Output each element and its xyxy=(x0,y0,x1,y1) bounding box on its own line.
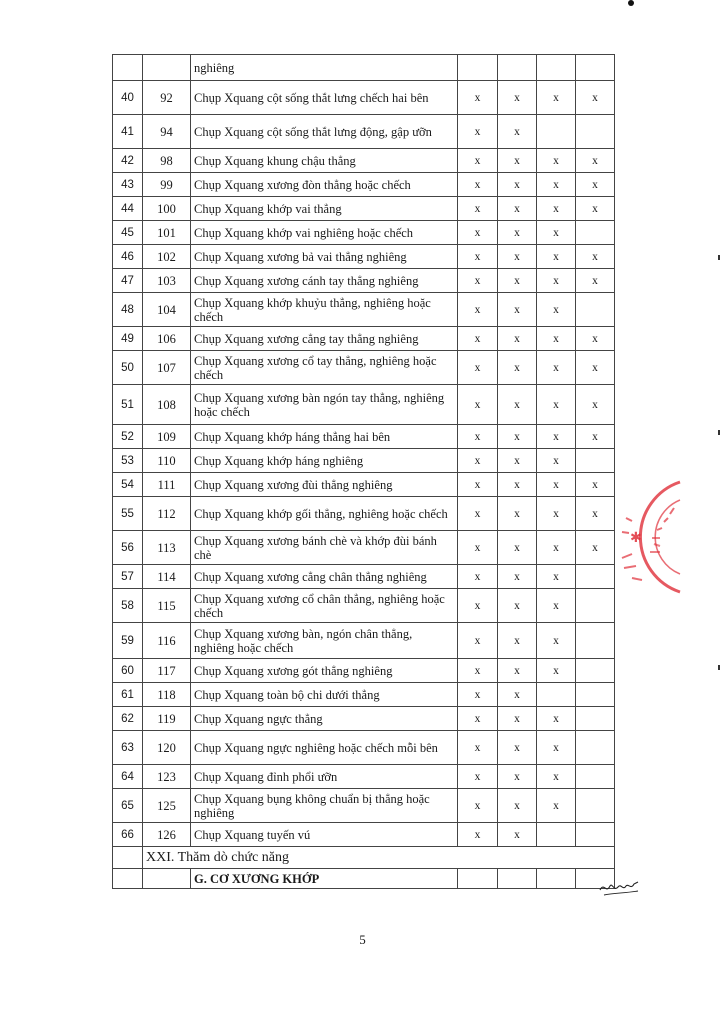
code-cell: 108 xyxy=(143,385,191,425)
stt-cell: 42 xyxy=(113,149,143,173)
mark-d-cell: x xyxy=(576,497,615,531)
table-row xyxy=(113,327,615,351)
mark-c-cell: x xyxy=(537,173,576,197)
mark-c-cell: x xyxy=(537,659,576,683)
subsection-heading: G. CƠ XƯƠNG KHỚP xyxy=(191,869,458,889)
mark-a-cell: x xyxy=(458,351,498,385)
stt-cell: 54 xyxy=(113,473,143,497)
mark-d-cell xyxy=(576,789,615,823)
mark-d-cell: x xyxy=(576,269,615,293)
code-cell: 109 xyxy=(143,425,191,449)
stt-cell xyxy=(113,55,143,81)
mark-b-cell: x xyxy=(498,327,537,351)
mark-a-cell: x xyxy=(458,269,498,293)
page-number: 5 xyxy=(359,932,366,947)
mark-d-cell xyxy=(576,731,615,765)
mark-a-cell: x xyxy=(458,497,498,531)
code-cell: 119 xyxy=(143,707,191,731)
handwritten-initials xyxy=(598,878,642,898)
stt-cell: 40 xyxy=(113,81,143,115)
mark-a-cell: x xyxy=(458,473,498,497)
code-cell: 118 xyxy=(143,683,191,707)
code-cell: 110 xyxy=(143,449,191,473)
code-cell: 106 xyxy=(143,327,191,351)
mark-d-cell: x xyxy=(576,327,615,351)
table-row xyxy=(113,731,615,765)
mark-a-cell: x xyxy=(458,531,498,565)
margin-mark xyxy=(718,255,720,260)
table-row xyxy=(113,497,615,531)
mark-c-cell: x xyxy=(537,623,576,659)
mark-b-cell: x xyxy=(498,789,537,823)
table-row xyxy=(113,589,615,623)
mark-a-cell: x xyxy=(458,385,498,425)
table-row xyxy=(113,449,615,473)
mark-b-cell: x xyxy=(498,823,537,847)
section-heading: XXI. Thăm dò chức năng xyxy=(143,847,615,869)
code-cell: 113 xyxy=(143,531,191,565)
mark-a-cell: x xyxy=(458,707,498,731)
code-cell: 98 xyxy=(143,149,191,173)
table-row xyxy=(113,659,615,683)
service-name-cell: Chụp Xquang xương cẳng tay thẳng nghiêng xyxy=(191,327,458,351)
mark-b-cell: x xyxy=(498,707,537,731)
mark-a-cell: x xyxy=(458,789,498,823)
mark-a-cell: x xyxy=(458,221,498,245)
mark-c-cell: x xyxy=(537,497,576,531)
code-cell: 117 xyxy=(143,659,191,683)
service-name-cell: Chụp Xquang tuyến vú xyxy=(191,823,458,847)
services-table xyxy=(112,54,615,889)
mark-d-cell: x xyxy=(576,351,615,385)
code-cell xyxy=(143,869,191,889)
service-name-cell: Chụp Xquang khớp vai nghiêng hoặc chếch xyxy=(191,221,458,245)
service-name-cell: Chụp Xquang khớp khuỷu thẳng, nghiêng hoặc chếch xyxy=(191,293,458,327)
stt-cell xyxy=(113,869,143,889)
table-row xyxy=(113,473,615,497)
stt-cell: 60 xyxy=(113,659,143,683)
mark-d-cell: x xyxy=(576,149,615,173)
mark-b-cell: x xyxy=(498,765,537,789)
stt-cell: 56 xyxy=(113,531,143,565)
stt-cell: 52 xyxy=(113,425,143,449)
code-cell: 101 xyxy=(143,221,191,245)
mark-b-cell: x xyxy=(498,115,537,149)
subsection-row xyxy=(113,869,615,889)
mark-cell xyxy=(576,55,615,81)
svg-text:✱: ✱ xyxy=(630,530,642,546)
mark-d-cell xyxy=(576,293,615,327)
table-row xyxy=(113,385,615,425)
stt-cell: 53 xyxy=(113,449,143,473)
stt-cell: 43 xyxy=(113,173,143,197)
mark-b-cell: x xyxy=(498,149,537,173)
mark-b-cell: x xyxy=(498,731,537,765)
service-name-cell: Chụp Xquang ngực nghiêng hoặc chếch mỗi bên xyxy=(191,731,458,765)
mark-a-cell: x xyxy=(458,425,498,449)
mark-a-cell: x xyxy=(458,589,498,623)
stt-cell: 58 xyxy=(113,589,143,623)
mark-a-cell: x xyxy=(458,823,498,847)
stt-cell: 65 xyxy=(113,789,143,823)
table-row xyxy=(113,197,615,221)
mark-a-cell: x xyxy=(458,731,498,765)
mark-c-cell: x xyxy=(537,293,576,327)
mark-b-cell: x xyxy=(498,385,537,425)
mark-b-cell: x xyxy=(498,197,537,221)
service-name-cell: Chụp Xquang bụng không chuẩn bị thẳng hoặc nghiêng xyxy=(191,789,458,823)
stt-cell: 62 xyxy=(113,707,143,731)
mark-a-cell: x xyxy=(458,327,498,351)
scan-speck xyxy=(628,0,634,6)
service-name-cell: Chụp Xquang xương bàn ngón tay thẳng, nghiêng hoặc chếch xyxy=(191,385,458,425)
mark-a-cell: x xyxy=(458,173,498,197)
code-cell: 99 xyxy=(143,173,191,197)
stt-cell: 57 xyxy=(113,565,143,589)
mark-b-cell: x xyxy=(498,683,537,707)
mark-b-cell: x xyxy=(498,269,537,293)
mark-a-cell: x xyxy=(458,683,498,707)
mark-d-cell: x xyxy=(576,173,615,197)
code-cell: 92 xyxy=(143,81,191,115)
mark-d-cell xyxy=(576,623,615,659)
mark-cell xyxy=(537,869,576,889)
service-name-cell: Chụp Xquang xương đòn thẳng hoặc chếch xyxy=(191,173,458,197)
service-name-cell: Chụp Xquang khớp gối thẳng, nghiêng hoặc chếch xyxy=(191,497,458,531)
mark-d-cell xyxy=(576,765,615,789)
mark-c-cell: x xyxy=(537,81,576,115)
code-cell: 111 xyxy=(143,473,191,497)
mark-cell xyxy=(458,55,498,81)
mark-d-cell: x xyxy=(576,197,615,221)
mark-c-cell: x xyxy=(537,385,576,425)
service-name-cell: Chụp Xquang khớp háng thẳng hai bên xyxy=(191,425,458,449)
mark-d-cell: x xyxy=(576,385,615,425)
mark-b-cell: x xyxy=(498,293,537,327)
table-row xyxy=(113,765,615,789)
mark-a-cell: x xyxy=(458,197,498,221)
table-row xyxy=(113,531,615,565)
mark-b-cell: x xyxy=(498,425,537,449)
stt-cell: 63 xyxy=(113,731,143,765)
table-row xyxy=(113,115,615,149)
mark-cell xyxy=(498,55,537,81)
code-cell: 104 xyxy=(143,293,191,327)
table-row xyxy=(113,823,615,847)
table-row xyxy=(113,293,615,327)
table-row xyxy=(113,425,615,449)
service-name-cell: Chụp Xquang ngực thẳng xyxy=(191,707,458,731)
code-cell: 125 xyxy=(143,789,191,823)
code-cell: 112 xyxy=(143,497,191,531)
stt-cell: 51 xyxy=(113,385,143,425)
mark-b-cell: x xyxy=(498,659,537,683)
mark-c-cell: x xyxy=(537,327,576,351)
table-row xyxy=(113,81,615,115)
code-cell: 116 xyxy=(143,623,191,659)
stt-cell: 46 xyxy=(113,245,143,269)
mark-c-cell: x xyxy=(537,245,576,269)
mark-a-cell: x xyxy=(458,449,498,473)
mark-d-cell xyxy=(576,823,615,847)
margin-mark xyxy=(718,665,720,670)
mark-d-cell xyxy=(576,589,615,623)
stt-cell: 44 xyxy=(113,197,143,221)
mark-d-cell xyxy=(576,449,615,473)
mark-cell xyxy=(458,869,498,889)
mark-c-cell: x xyxy=(537,197,576,221)
mark-d-cell xyxy=(576,565,615,589)
mark-c-cell: x xyxy=(537,425,576,449)
code-cell: 114 xyxy=(143,565,191,589)
stt-cell: 45 xyxy=(113,221,143,245)
stt-cell: 47 xyxy=(113,269,143,293)
table-row xyxy=(113,173,615,197)
service-name-cell: Chụp Xquang xương cẳng chân thẳng nghiêng xyxy=(191,565,458,589)
mark-a-cell: x xyxy=(458,765,498,789)
table-row xyxy=(113,789,615,823)
table-row xyxy=(113,269,615,293)
code-cell: 100 xyxy=(143,197,191,221)
mark-c-cell: x xyxy=(537,589,576,623)
code-cell: 126 xyxy=(143,823,191,847)
service-name-cell: Chụp Xquang cột sống thắt lưng chếch hai bên xyxy=(191,81,458,115)
margin-mark xyxy=(718,430,720,435)
mark-b-cell: x xyxy=(498,449,537,473)
service-name-cell: Chụp Xquang khớp háng nghiêng xyxy=(191,449,458,473)
mark-a-cell: x xyxy=(458,293,498,327)
stt-cell: 49 xyxy=(113,327,143,351)
mark-c-cell: x xyxy=(537,221,576,245)
mark-c-cell: x xyxy=(537,149,576,173)
mark-b-cell: x xyxy=(498,81,537,115)
mark-a-cell: x xyxy=(458,565,498,589)
mark-c-cell: x xyxy=(537,531,576,565)
mark-d-cell xyxy=(576,221,615,245)
service-name-cell: nghiêng xyxy=(191,55,458,81)
service-name-cell: Chụp Xquang xương bả vai thẳng nghiêng xyxy=(191,245,458,269)
mark-c-cell: x xyxy=(537,449,576,473)
code-cell: 102 xyxy=(143,245,191,269)
stt-cell xyxy=(113,847,143,869)
mark-a-cell: x xyxy=(458,149,498,173)
table-row xyxy=(113,623,615,659)
code-cell: 94 xyxy=(143,115,191,149)
stt-cell: 48 xyxy=(113,293,143,327)
mark-c-cell: x xyxy=(537,765,576,789)
stt-cell: 66 xyxy=(113,823,143,847)
code-cell: 123 xyxy=(143,765,191,789)
continuation-row xyxy=(113,55,615,81)
stt-cell: 59 xyxy=(113,623,143,659)
mark-c-cell: x xyxy=(537,269,576,293)
table-row xyxy=(113,707,615,731)
mark-c-cell: x xyxy=(537,351,576,385)
table-body xyxy=(113,55,615,889)
mark-c-cell: x xyxy=(537,473,576,497)
mark-b-cell: x xyxy=(498,173,537,197)
mark-c-cell: x xyxy=(537,565,576,589)
service-name-cell: Chụp Xquang xương cánh tay thẳng nghiêng xyxy=(191,269,458,293)
code-cell: 115 xyxy=(143,589,191,623)
mark-a-cell: x xyxy=(458,115,498,149)
service-name-cell: Chụp Xquang toàn bộ chi dưới thẳng xyxy=(191,683,458,707)
service-name-cell: Chụp Xquang đỉnh phổi ưỡn xyxy=(191,765,458,789)
section-row xyxy=(113,847,615,869)
mark-a-cell: x xyxy=(458,245,498,269)
mark-cell xyxy=(498,869,537,889)
stt-cell: 64 xyxy=(113,765,143,789)
stt-cell: 41 xyxy=(113,115,143,149)
mark-d-cell: x xyxy=(576,425,615,449)
service-name-cell: Chụp Xquang xương bàn, ngón chân thẳng, nghiêng hoặc chếch xyxy=(191,623,458,659)
mark-a-cell: x xyxy=(458,659,498,683)
mark-b-cell: x xyxy=(498,531,537,565)
mark-c-cell: x xyxy=(537,789,576,823)
mark-c-cell xyxy=(537,683,576,707)
mark-d-cell xyxy=(576,707,615,731)
table-row xyxy=(113,245,615,269)
mark-b-cell: x xyxy=(498,351,537,385)
mark-a-cell: x xyxy=(458,623,498,659)
service-name-cell: Chụp Xquang khớp vai thẳng xyxy=(191,197,458,221)
mark-b-cell: x xyxy=(498,245,537,269)
stt-cell: 61 xyxy=(113,683,143,707)
mark-d-cell: x xyxy=(576,245,615,269)
code-cell: 103 xyxy=(143,269,191,293)
service-name-cell: Chụp Xquang xương cổ tay thẳng, nghiêng hoặc chếch xyxy=(191,351,458,385)
service-name-cell: Chụp Xquang khung chậu thẳng xyxy=(191,149,458,173)
code-cell xyxy=(143,55,191,81)
mark-c-cell: x xyxy=(537,707,576,731)
mark-d-cell: x xyxy=(576,473,615,497)
mark-b-cell: x xyxy=(498,221,537,245)
code-cell: 107 xyxy=(143,351,191,385)
stt-cell: 50 xyxy=(113,351,143,385)
mark-b-cell: x xyxy=(498,589,537,623)
table-row xyxy=(113,149,615,173)
mark-d-cell: x xyxy=(576,531,615,565)
service-name-cell: Chụp Xquang cột sống thắt lưng động, gập ưỡn xyxy=(191,115,458,149)
service-name-cell: Chụp Xquang xương bánh chè và khớp đùi bánh chè xyxy=(191,531,458,565)
mark-d-cell xyxy=(576,115,615,149)
service-name-cell: Chụp Xquang xương gót thẳng nghiêng xyxy=(191,659,458,683)
mark-c-cell xyxy=(537,115,576,149)
table-row xyxy=(113,221,615,245)
mark-b-cell: x xyxy=(498,565,537,589)
table-row xyxy=(113,565,615,589)
mark-d-cell: x xyxy=(576,81,615,115)
mark-c-cell xyxy=(537,823,576,847)
red-seal-stamp xyxy=(612,478,682,596)
table-row xyxy=(113,683,615,707)
mark-a-cell: x xyxy=(458,81,498,115)
code-cell: 120 xyxy=(143,731,191,765)
mark-b-cell: x xyxy=(498,623,537,659)
mark-d-cell xyxy=(576,659,615,683)
service-name-cell: Chụp Xquang xương cổ chân thẳng, nghiêng hoặc chếch xyxy=(191,589,458,623)
service-name-cell: Chụp Xquang xương đùi thẳng nghiêng xyxy=(191,473,458,497)
mark-c-cell: x xyxy=(537,731,576,765)
table-row xyxy=(113,351,615,385)
mark-d-cell xyxy=(576,683,615,707)
stt-cell: 55 xyxy=(113,497,143,531)
mark-b-cell: x xyxy=(498,473,537,497)
mark-cell xyxy=(537,55,576,81)
mark-b-cell: x xyxy=(498,497,537,531)
